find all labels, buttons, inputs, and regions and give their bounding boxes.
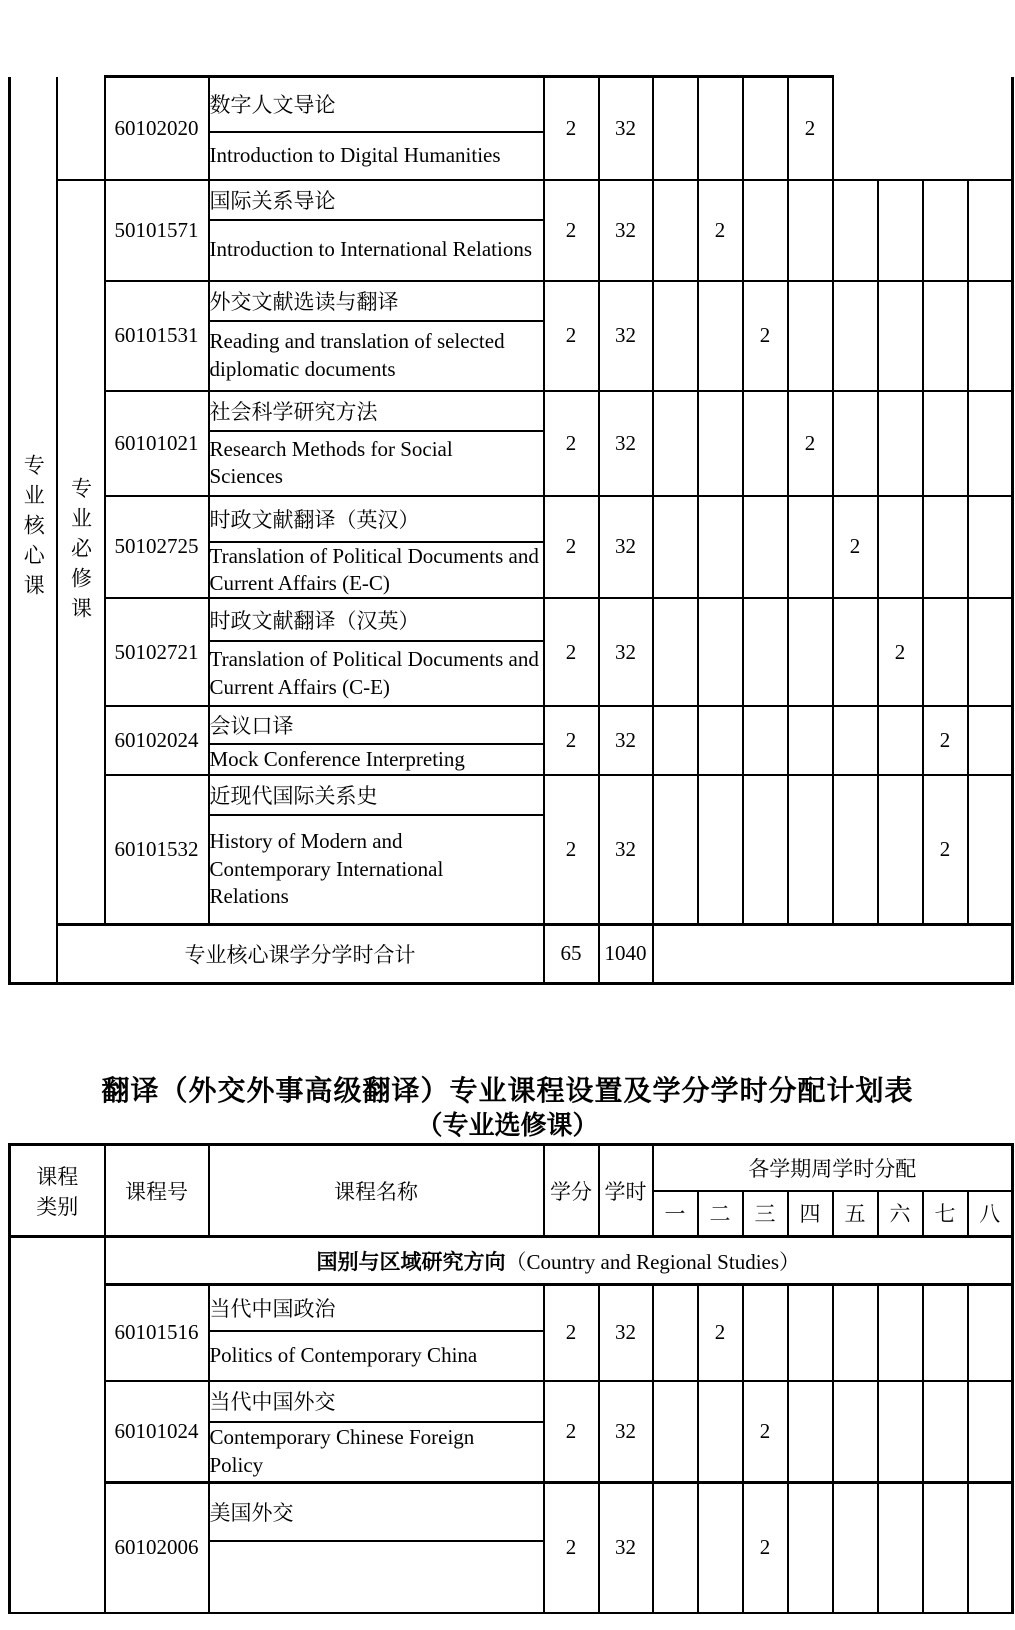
elective-table-clip [8,1143,1014,1560]
semester-cell [698,1381,743,1483]
credits-cell: 2 [544,706,599,775]
semester-cell [743,496,788,599]
semester-cell [968,496,1013,599]
course-number-cell: 60101532 [105,775,209,924]
semester-cell [833,281,878,391]
credits-cell: 2 [544,1285,599,1381]
semester-cell [788,180,833,281]
semester-cell [968,1285,1013,1381]
hours-cell: 32 [599,775,653,924]
hours-cell: 32 [599,281,653,391]
course-name-en: Contemporary Chinese Foreign Policy [209,1422,544,1483]
semester-cell [923,496,968,599]
semester-cell [878,1381,923,1483]
semester-cell [698,281,743,391]
credits-cell: 2 [544,180,599,281]
course-name-cn: 当代中国外交 [209,1381,544,1422]
hours-cell: 32 [599,1483,653,1613]
semester-cell [878,180,923,281]
semester-cell [743,1285,788,1381]
course-name-en: Introduction to International Relations [209,220,544,281]
course-name-cn: 时政文献翻译（英汉） [209,496,544,542]
course-name-en [209,1541,544,1613]
course-name-cn: 近现代国际关系史 [209,775,544,815]
credits-cell: 2 [544,1381,599,1483]
semester-cell [968,281,1013,391]
semester-cell [653,598,698,706]
semester-cell: 2 [743,281,788,391]
course-number-cell: 60101531 [105,281,209,391]
course-name-cn: 国际关系导论 [209,180,544,220]
semester-cell [878,775,923,924]
credits-cell: 2 [544,391,599,496]
semester-cell: 2 [743,1483,788,1613]
section-label-en: （Country and Regional Studies） [505,1249,801,1274]
hours-cell: 32 [599,706,653,775]
semester-cell [788,775,833,924]
subcategory-label: 专业必修课 [68,476,93,627]
category-label: 专业核心课 [21,454,46,605]
header-semester-2: 二 [698,1191,743,1237]
semester-cell [653,77,698,180]
course-name-en: Reading and translation of selected diplomatic documents [209,321,544,391]
totals-hours-cell: 1040 [599,924,653,983]
course-name-cn: 社会科学研究方法 [209,391,544,431]
semester-cell [653,180,698,281]
semester-cell [653,706,698,775]
course-name-en: Translation of Political Documents and Current Affairs (C-E) [209,641,544,706]
course-number-cell: 60101021 [105,391,209,496]
semester-cell [968,1483,1013,1613]
semester-cell [878,1483,923,1613]
semester-cell [923,1285,968,1381]
hours-cell: 32 [599,1381,653,1483]
semester-cell: 2 [698,1285,743,1381]
credits-cell: 2 [544,77,599,180]
header-semester-6: 六 [878,1191,923,1237]
page-subtitle: （专业选修课） [416,1111,599,1140]
semester-cell [923,180,968,281]
totals-credits-cell: 65 [544,924,599,983]
course-number-cell: 60101516 [105,1285,209,1381]
course-number-cell: 60102024 [105,706,209,775]
semester-cell [743,775,788,924]
semester-cell [878,706,923,775]
semester-cell [788,1285,833,1381]
totals-label-cell: 专业核心课学分学时合计 [57,924,544,983]
totals-empty-cell [653,924,1013,983]
header-semester-7: 七 [923,1191,968,1237]
semester-cell [743,598,788,706]
semester-cell [653,1285,698,1381]
header-semester-1: 一 [653,1191,698,1237]
header-course-no: 课程号 [105,1145,209,1237]
subcategory-label-cell [57,180,105,925]
semester-cell: 2 [788,77,833,180]
semester-cell [698,775,743,924]
header-category [10,1145,105,1237]
semester-cell [653,1381,698,1483]
hours-cell: 32 [599,77,653,180]
course-name-en: Translation of Political Documents and Current Affairs (E-C) [209,542,544,599]
header-semester-3: 三 [743,1191,788,1237]
semester-cell: 2 [698,180,743,281]
page-title: 翻译（外交外事高级翻译）专业课程设置及学分学时分配计划表 [101,1076,914,1107]
header-credits: 学分 [544,1145,599,1237]
course-name-cn: 会议口译 [209,706,544,744]
semester-cell: 2 [878,598,923,706]
semester-cell [878,1285,923,1381]
section-label-cn: 国别与区域研究方向 [316,1249,506,1274]
semester-cell [743,180,788,281]
credits-cell: 2 [544,281,599,391]
header-semester-group: 各学期周学时分配 [653,1145,1013,1191]
semester-cell [878,496,923,599]
semester-cell [923,281,968,391]
credits-cell: 2 [544,1483,599,1613]
course-number-cell: 60102020 [105,77,209,180]
semester-cell [698,1483,743,1613]
cut-merged-cell [833,77,1013,180]
core-course-table [8,75,1014,985]
semester-cell [833,1381,878,1483]
semester-cell [833,706,878,775]
course-name-cn: 外交文献选读与翻译 [209,281,544,321]
semester-cell: 2 [833,496,878,599]
semester-cell: 2 [743,1381,788,1483]
course-name-en: History of Modern and Contemporary International Relations [209,815,544,924]
semester-cell [788,281,833,391]
semester-cell [698,391,743,496]
semester-cell [968,391,1013,496]
hours-cell: 32 [599,1285,653,1381]
semester-cell [923,598,968,706]
course-name-cn: 数字人文导论 [209,77,544,132]
semester-cell [833,1483,878,1613]
semester-cell [788,496,833,599]
credits-cell: 2 [544,496,599,599]
header-category-line1: 课程 [36,1164,79,1189]
course-number-cell: 50102721 [105,598,209,706]
credits-cell: 2 [544,598,599,706]
semester-cell [833,1285,878,1381]
semester-cell [968,775,1013,924]
semester-cell [653,281,698,391]
hours-cell: 32 [599,180,653,281]
semester-cell [653,391,698,496]
category-empty-cell [10,1237,105,1613]
credits-cell: 2 [544,775,599,924]
hours-cell: 32 [599,496,653,599]
course-name-en: Research Methods for Social Sciences [209,431,544,496]
header-course-name: 课程名称 [209,1145,544,1237]
header-hours: 学时 [599,1145,653,1237]
semester-cell [923,1483,968,1613]
semester-cell [878,391,923,496]
semester-cell [923,1381,968,1483]
course-name-cn: 当代中国政治 [209,1285,544,1331]
semester-cell [743,391,788,496]
semester-cell [698,496,743,599]
course-number-cell: 50101571 [105,180,209,281]
hours-cell: 32 [599,391,653,496]
course-name-en: Politics of Contemporary China [209,1331,544,1381]
semester-cell [968,1381,1013,1483]
semester-cell [698,77,743,180]
course-number-cell: 50102725 [105,496,209,599]
semester-cell [833,598,878,706]
semester-cell [788,598,833,706]
section-row [105,1237,1013,1285]
elective-course-table [8,1143,1014,1614]
semester-cell [878,281,923,391]
header-semester-8: 八 [968,1191,1013,1237]
header-semester-5: 五 [833,1191,878,1237]
header-category-line2: 类别 [36,1194,79,1219]
course-number-cell: 60102006 [105,1483,209,1613]
semester-cell [743,706,788,775]
semester-cell [698,598,743,706]
semester-cell [788,706,833,775]
category-label-cell [10,77,57,984]
course-number-cell: 60101024 [105,1381,209,1483]
semester-cell [968,706,1013,775]
semester-cell [833,775,878,924]
semester-cell [788,1381,833,1483]
semester-cell [833,180,878,281]
header-semester-4: 四 [788,1191,833,1237]
course-name-cn: 时政文献翻译（汉英） [209,598,544,641]
semester-cell [788,1483,833,1613]
course-name-en: Mock Conference Interpreting [209,744,544,775]
subcategory-empty-cell [57,77,105,180]
semester-cell [833,391,878,496]
course-name-cn: 美国外交 [209,1483,544,1541]
semester-cell [653,775,698,924]
semester-cell: 2 [923,775,968,924]
semester-cell [698,706,743,775]
course-name-en: Introduction to Digital Humanities [209,132,544,180]
semester-cell: 2 [923,706,968,775]
semester-cell: 2 [788,391,833,496]
semester-cell [653,496,698,599]
semester-cell [968,598,1013,706]
semester-cell [743,77,788,180]
semester-cell [653,1483,698,1613]
hours-cell: 32 [599,598,653,706]
semester-cell [923,391,968,496]
semester-cell [968,180,1013,281]
